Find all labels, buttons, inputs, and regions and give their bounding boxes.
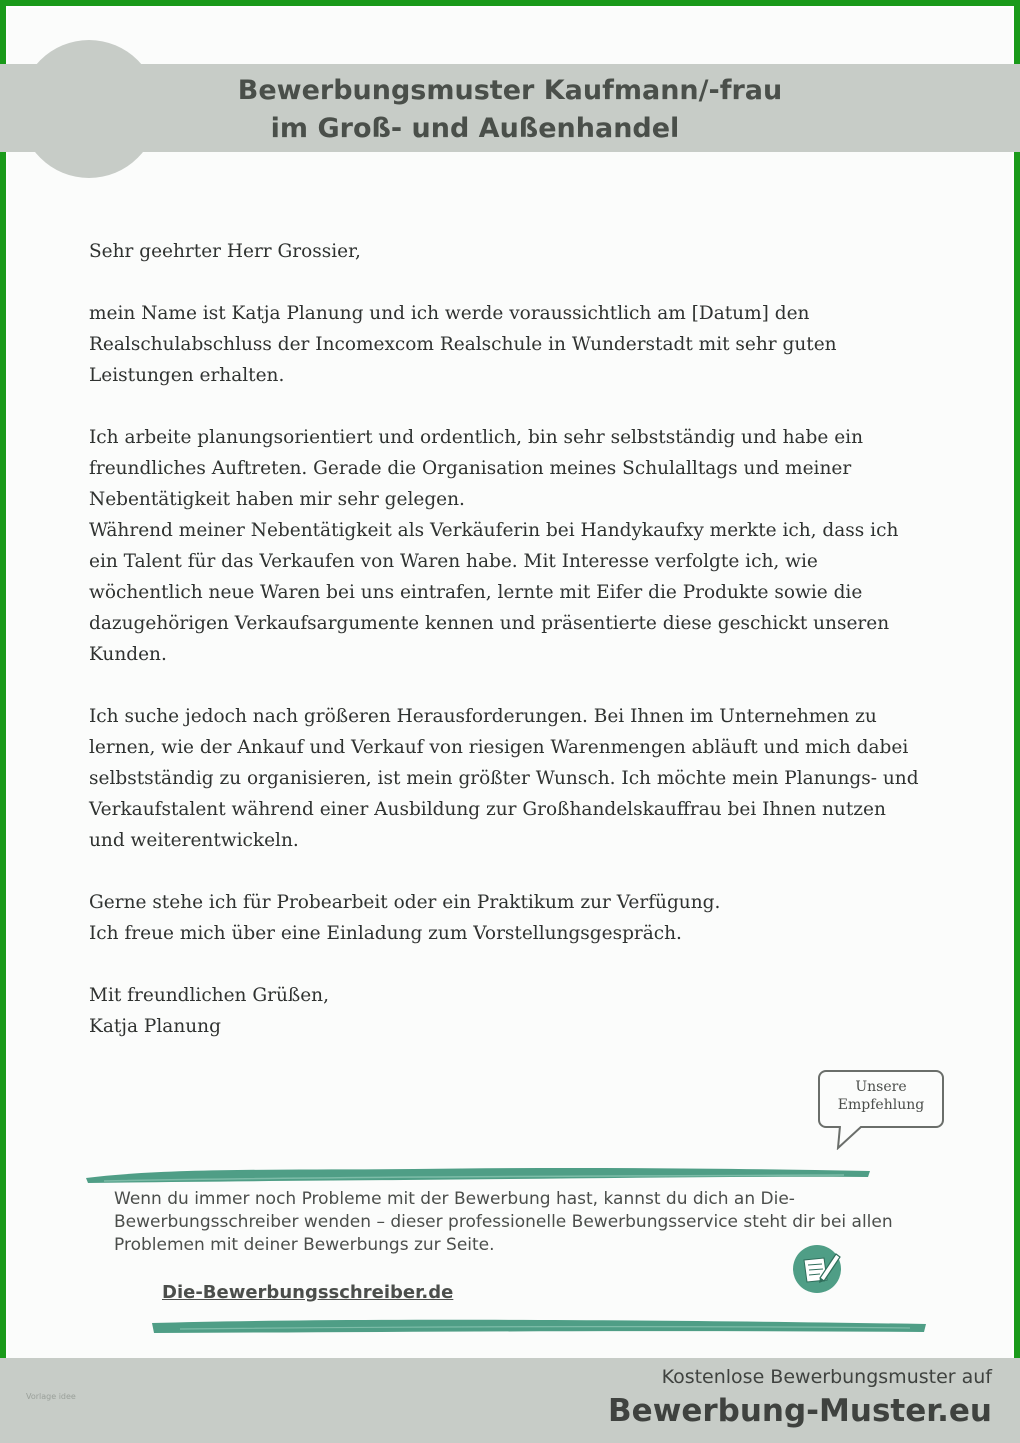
signature: Katja Planung <box>89 1016 221 1037</box>
title-line-1: Bewerbungsmuster Kaufmann/-frau <box>237 75 783 106</box>
footer-site-name[interactable]: Bewerbung-Muster.eu <box>608 1393 992 1429</box>
bubble-tail <box>836 1126 876 1150</box>
bubble-line-1: Unsere <box>855 1079 907 1095</box>
closing: Mit freundlichen Grüßen, <box>89 985 329 1006</box>
paragraph-motivation: Ich suche jedoch nach größeren Herausforderungen. Bei Ihnen im Unternehmen zu lernen, wie der Ankauf und Verkauf von riesigen Warenmengen abläuft und mich dabei selbstständig zu organisieren, ist mein größter Wunsch. Ich möchte mein Planungs- und Verkaufstalent während einer Ausbildung zur Großhandelskauffrau bei Ihnen nutzen und weiterentwickeln. <box>89 706 919 851</box>
footer-tagline: Kostenlose Bewerbungsmuster auf <box>661 1366 992 1388</box>
recommendation-link[interactable]: Die-Bewerbungsschreiber.de <box>162 1282 454 1303</box>
page-title <box>0 72 1020 148</box>
availability-line: Gerne stehe ich für Probearbeit oder ein Praktikum zur Verfügung. <box>89 892 721 913</box>
pen-paper-icon <box>790 1240 844 1294</box>
recommendation-text: Wenn du immer noch Probleme mit der Bewerbung hast, kannst du dich an Die-Bewerbungsschreiber wenden – dieser professionelle Bewerbungsservice steht dir bei allen Problemen mit deiner Bewerbungs zur Seite. <box>114 1189 893 1255</box>
salutation: Sehr geehrter Herr Grossier, <box>89 241 361 262</box>
footer-small-text: Vorlage idee <box>26 1392 76 1401</box>
paragraph-intro: mein Name ist Katja Planung und ich werde voraussichtlich am [Datum] den Realschulabschluss der Incomexcom Realschule in Wunderstadt mit sehr guten Leistungen erhalten. <box>89 303 837 386</box>
letter-body <box>89 236 919 1073</box>
brush-stroke-bottom <box>150 1315 930 1337</box>
paragraph-qualities: Ich arbeite planungsorientiert und ordentlich, bin sehr selbstständig und habe ein freundliches Auftreten. Gerade die Organisation meines Schulalltags und meiner Nebentätigkeit haben mir sehr gelegen. <box>89 427 864 510</box>
paragraph-experience: Während meiner Nebentätigkeit als Verkäuferin bei Handykaufxy merkte ich, dass ich ein Talent für das Verkaufen von Waren habe. Mit Interesse verfolgte ich, wie wöchentlich neue Waren bei uns eintrafen, lernte mit Eifer die Produkte sowie die dazugehörigen Verkaufsargumente kennen und präsentierte diese geschickt unseren Kunden. <box>89 520 899 665</box>
closing-block <box>89 980 919 1042</box>
brush-stroke-top <box>84 1162 874 1186</box>
recommendation-bubble <box>818 1070 944 1128</box>
bubble-line-2: Empfehlung <box>837 1097 925 1113</box>
invitation-line: Ich freue mich über eine Einladung zum Vorstellungsgespräch. <box>89 923 682 944</box>
paragraph-availability <box>89 887 919 949</box>
title-line-2: im Groß- und Außenhandel <box>270 113 680 144</box>
